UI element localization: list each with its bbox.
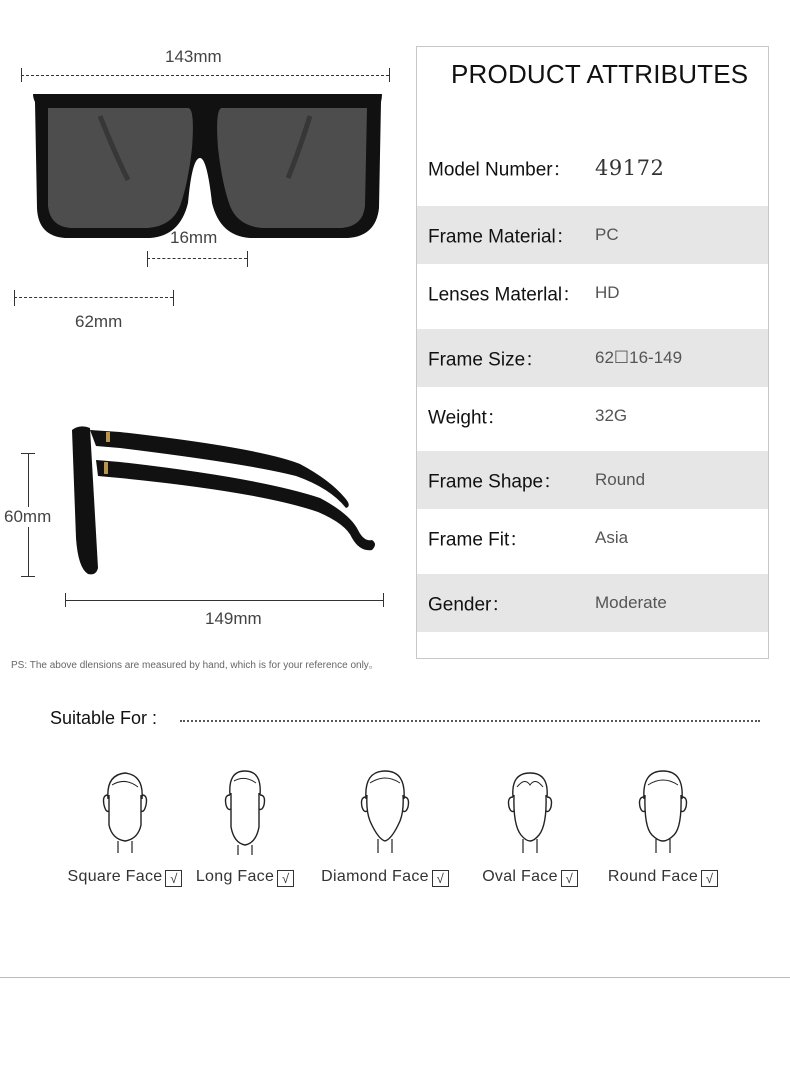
attribute-row-weight — [417, 387, 768, 445]
face-label-text: Round Face — [607, 868, 699, 885]
attribute-key: Weight： — [428, 407, 506, 429]
face-item-round — [593, 765, 733, 895]
attribute-row-frame-fit — [417, 509, 768, 567]
attribute-value: Round — [595, 470, 646, 489]
face-item-long — [175, 765, 315, 895]
attribute-row-model-number — [417, 139, 768, 197]
attribute-key: Lenses Materlal： — [428, 284, 582, 306]
check-icon: √ — [165, 870, 182, 887]
attribute-key: Frame Fit： — [428, 529, 529, 551]
attribute-key: Frame Shape： — [428, 471, 563, 493]
attribute-key: Gender： — [428, 594, 511, 616]
bottom-divider — [0, 977, 790, 978]
face-label-text: Diamond Face — [321, 868, 429, 885]
attribute-row-lenses-material — [417, 264, 768, 322]
check-icon: √ — [277, 870, 294, 887]
width-label: 143mm — [165, 47, 222, 66]
check-icon: √ — [432, 870, 449, 887]
face-label-text: Long Face — [195, 868, 275, 885]
attribute-value: Asia — [595, 528, 629, 547]
attribute-row-frame-shape — [417, 451, 768, 509]
attribute-value: 32G — [595, 406, 628, 425]
square-face-icon — [90, 765, 160, 855]
side-view-glasses-image — [60, 418, 380, 583]
face-label-text: Square Face — [67, 868, 163, 885]
height-label: 60mm — [4, 507, 52, 526]
suitable-for-title: Suitable For : — [50, 708, 158, 728]
face-item-oval — [460, 765, 600, 895]
attributes-title: PRODUCT ATTRIBUTES — [451, 59, 749, 89]
face-item-square — [55, 765, 195, 895]
long-face-icon — [210, 765, 280, 855]
oval-face-icon — [495, 765, 565, 855]
check-icon: √ — [701, 870, 718, 887]
attribute-value: HD — [595, 283, 620, 302]
product-attributes-panel — [416, 46, 769, 659]
attribute-row-frame-size — [417, 329, 768, 387]
attribute-value: PC — [595, 225, 619, 244]
ps-note: PS: The above dlensions are measured by hand, which is for your reference only。 — [11, 660, 379, 671]
face-item-diamond — [315, 765, 455, 895]
attribute-value: 49172 — [595, 156, 665, 180]
attribute-value: Moderate — [595, 593, 667, 612]
diamond-face-icon — [350, 765, 420, 855]
attribute-row-frame-material — [417, 206, 768, 264]
temple-label: 149mm — [205, 609, 262, 628]
attribute-key: Frame Size： — [428, 349, 545, 371]
bridge-label: 16mm — [170, 228, 218, 247]
attribute-row-gender — [417, 574, 768, 632]
attribute-key: Frame Material： — [428, 226, 575, 248]
dotted-divider — [180, 720, 760, 722]
attribute-key: Model Number： — [428, 159, 572, 181]
round-face-icon — [628, 765, 698, 855]
front-view-glasses-image — [30, 88, 385, 248]
check-icon: √ — [561, 870, 578, 887]
attribute-value: 62☐16-149 — [595, 348, 683, 367]
face-label-text: Oval Face — [482, 868, 558, 885]
lens-label: 62mm — [75, 312, 123, 331]
